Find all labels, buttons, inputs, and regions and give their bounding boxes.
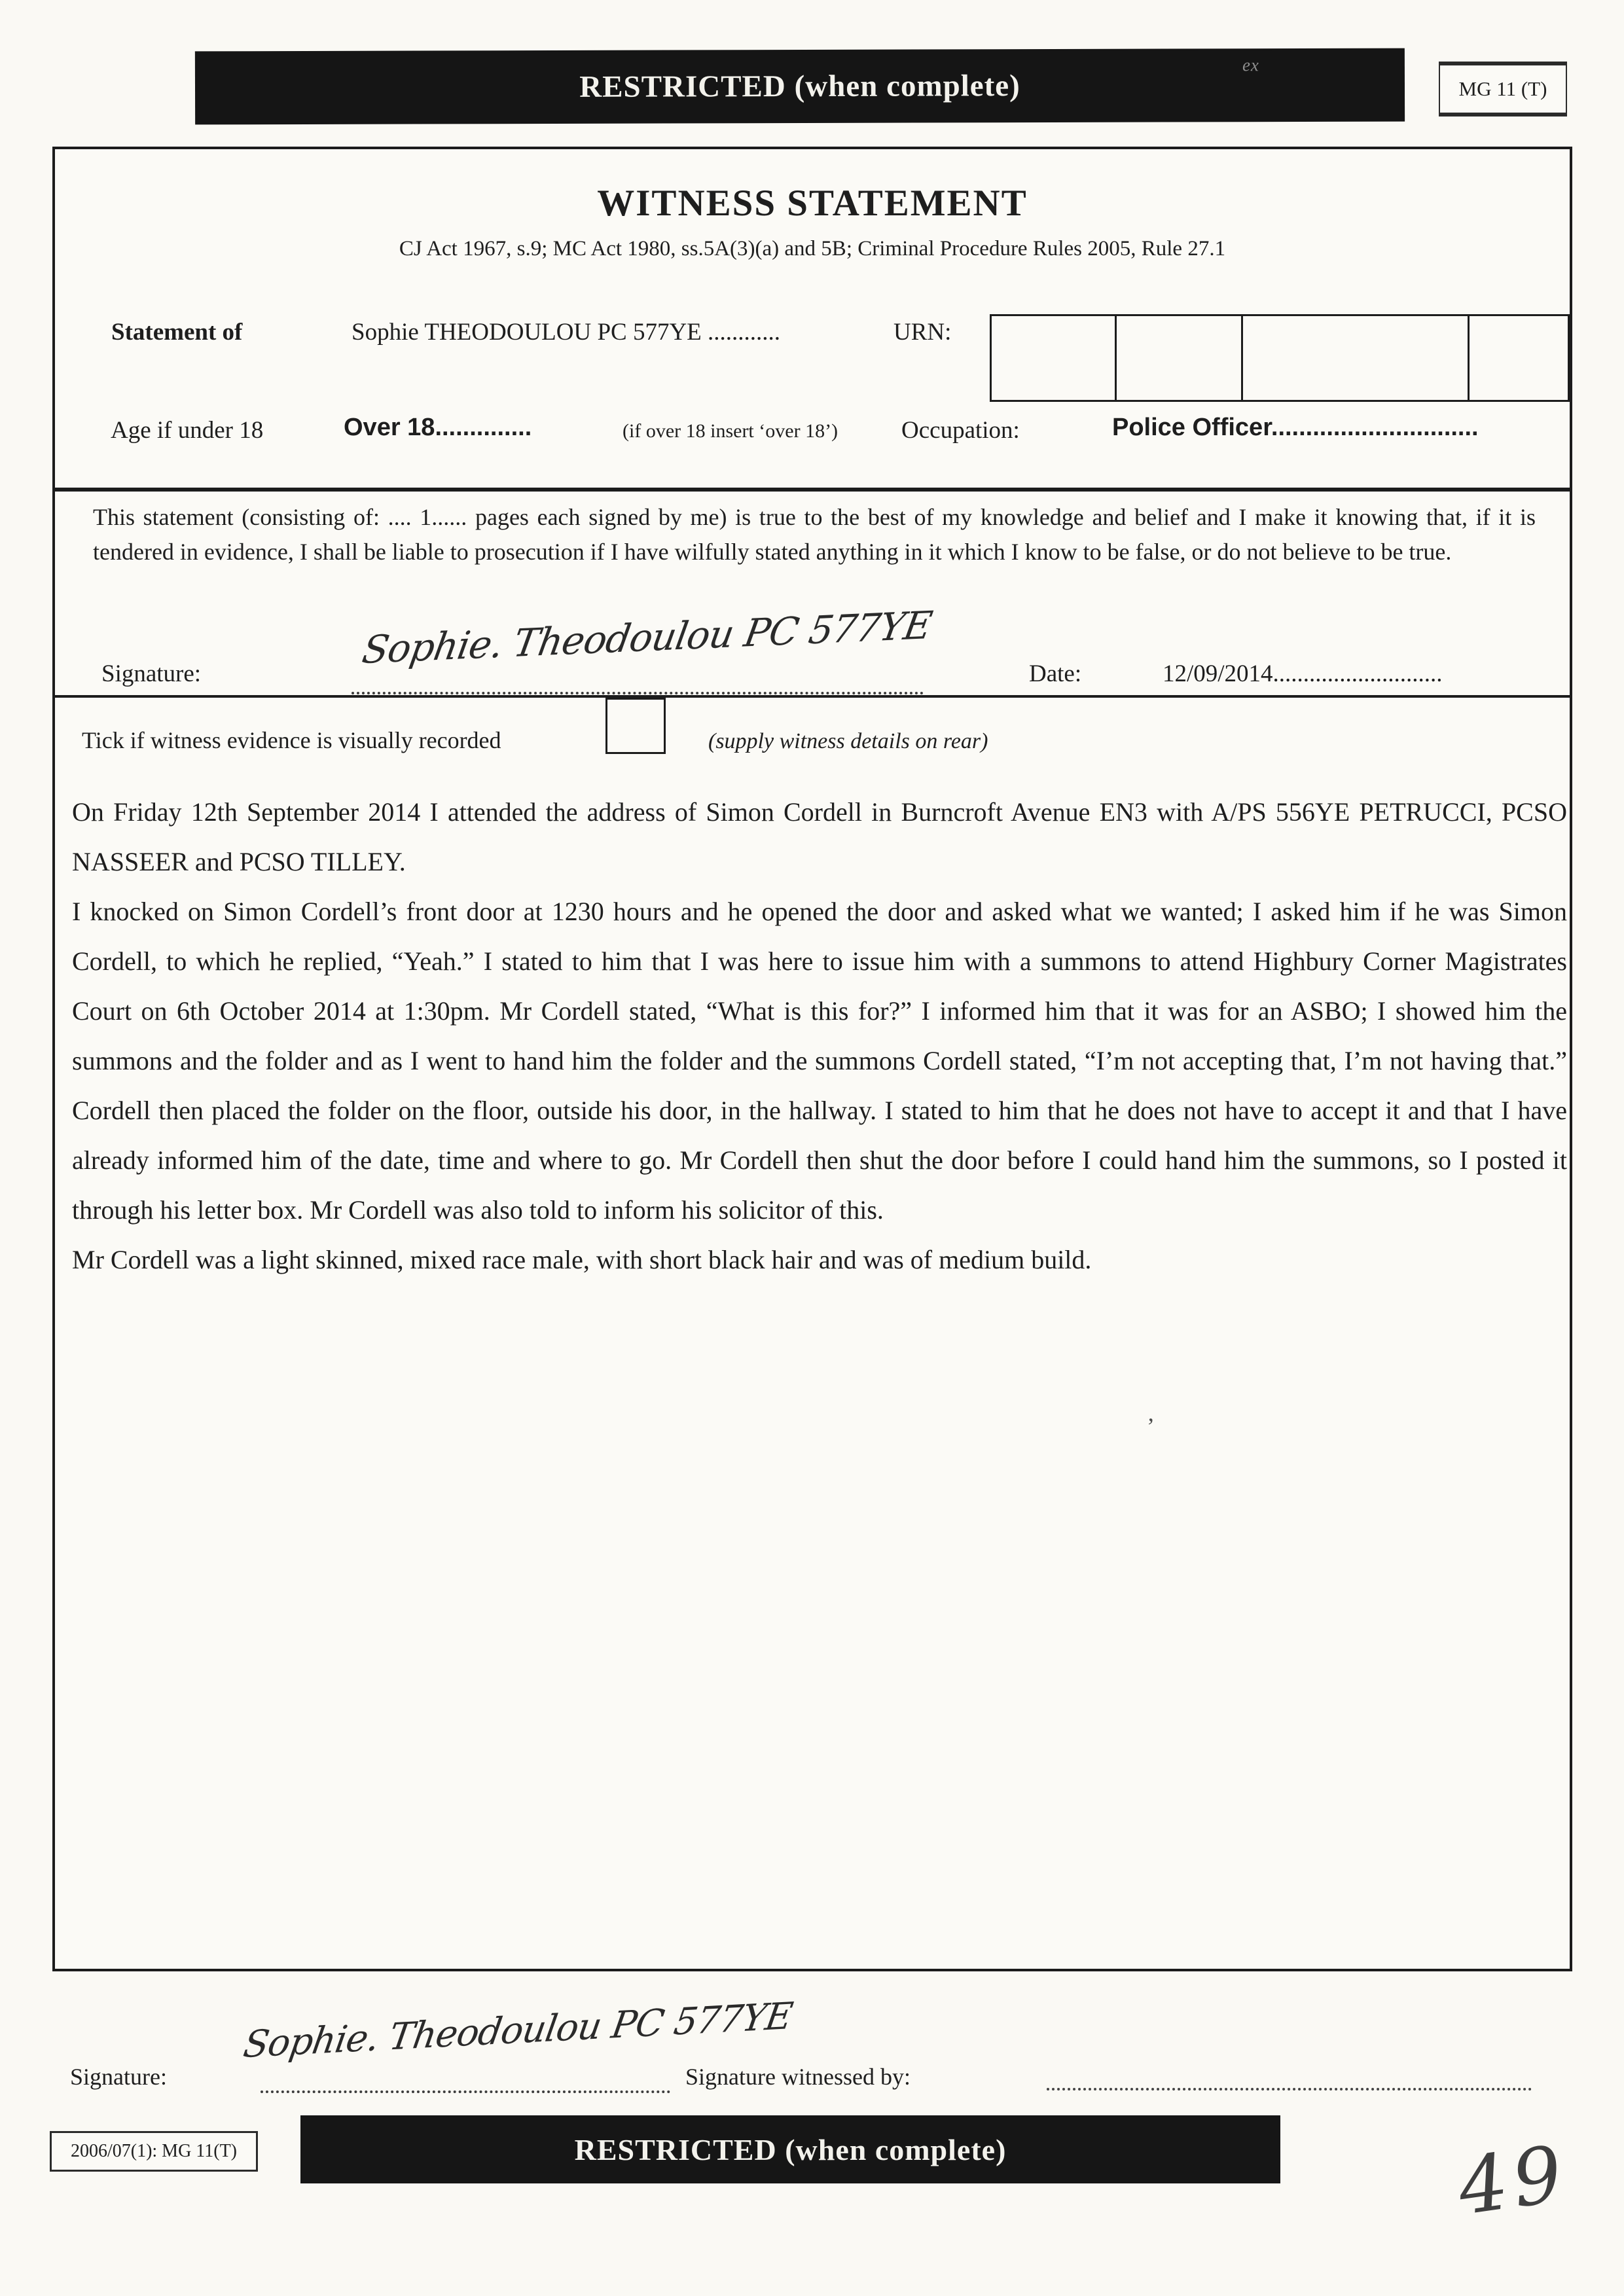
signature-handwriting: Sophie. Theodoulou PC 577YE xyxy=(359,602,935,673)
date-value: 12/09/2014............................ xyxy=(1163,660,1443,687)
form-main-box xyxy=(52,147,1572,1971)
visually-recorded-checkbox xyxy=(605,698,666,754)
date-label: Date: xyxy=(1029,660,1082,687)
occupation-label: Occupation: xyxy=(901,417,1020,444)
age-label: Age if under 18 xyxy=(111,417,264,444)
signature-witnessed-by-line xyxy=(1047,2088,1532,2090)
section-divider xyxy=(52,695,1572,698)
restricted-banner-top xyxy=(195,48,1405,125)
form-code-bottom-text: 2006/07(1): MG 11(T) xyxy=(70,2141,238,2161)
form-code-box-bottom xyxy=(50,2131,258,2172)
statement-of-value: Sophie THEODOULOU PC 577YE ............ xyxy=(352,319,781,346)
page-title: WITNESS STATEMENT xyxy=(597,183,1028,224)
signature-witnessed-by-label: Signature witnessed by: xyxy=(685,2064,911,2090)
restricted-banner-bottom xyxy=(300,2115,1280,2183)
statement-paragraph: I knocked on Simon Cordell’s front door at 1230 hours and he opened the door and asked what we wanted; I asked him if he was Simon Cordell, to which he replied, “Yeah.” I stated to him that I was here to issue him with a summons to attend Highbury Corner Magistrates Court on 6th October 2014 at 1:30pm. Mr Cordell stated, “What is this for?” I informed him that it was for an ASBO; I showed him the summons and the folder and as I went to hand him the folder and the summons Cordell stated, “I’m not accepting that, I’m not having that.” Cordell then placed the folder on the floor, outside his door, in the hallway. I stated to him that he does not have to accept it and that I have already informed him of the date, time and where to go. Mr Cordell then shut the door before I could hand him the summons, so I posted it through his letter box. Mr Cordell was also told to inform his solicitor of this. xyxy=(72,897,1567,1225)
urn-label: URN: xyxy=(893,319,952,346)
urn-cell-divider xyxy=(1468,316,1470,400)
age-hint: (if over 18 insert ‘over 18’) xyxy=(623,420,839,442)
tick-row-hint: (supply witness details on rear) xyxy=(708,729,988,753)
urn-cell-divider xyxy=(1115,316,1117,400)
footer-signature-line xyxy=(261,2090,670,2093)
urn-cell-divider xyxy=(1241,316,1243,400)
section-divider xyxy=(52,488,1572,492)
handwritten-page-number: 49 xyxy=(1453,2128,1573,2233)
scan-artifact-mark: ’ xyxy=(1147,1413,1155,1439)
footer-signature-handwriting: Sophie. Theodoulou PC 577YE xyxy=(240,1994,795,2067)
statement-body xyxy=(72,787,1567,1285)
form-code-top-text: MG 11 (T) xyxy=(1458,77,1547,100)
statement-paragraph: On Friday 12th September 2014 I attended the address of Simon Cordell in Burncroft Avenue EN3 with A/PS 556YE PETRUCCI, PCSO NASSEER and PCSO TILLEY. xyxy=(72,797,1567,876)
form-code-box-top xyxy=(1439,62,1567,117)
declaration-text: This statement (consisting of: .... 1...... pages each signed by me) is true to the best of my knowledge and belief and I make it knowing that, if it is tendered in evidence, I shall be liable to prosecution if I have wilfully stated anything in it which I know to be false, or do not believe to be true. xyxy=(93,504,1536,565)
tick-row-label: Tick if witness evidence is visually recorded xyxy=(82,727,501,753)
statement-paragraph: Mr Cordell was a light skinned, mixed race male, with short black hair and was of medium build. xyxy=(72,1245,1092,1274)
signature-line xyxy=(352,692,924,694)
scan-artifact-mark: ex xyxy=(1242,55,1259,75)
footer-signature-label: Signature: xyxy=(70,2064,167,2090)
statement-of-label: Statement of xyxy=(111,319,243,346)
urn-field-box xyxy=(990,314,1570,402)
restricted-banner-top-text: RESTRICTED (when complete) xyxy=(579,69,1020,104)
occupation-value: Police Officer.............................. xyxy=(1112,414,1479,441)
signature-label: Signature: xyxy=(101,660,202,687)
age-value: Over 18.............. xyxy=(344,414,532,441)
restricted-banner-bottom-text: RESTRICTED (when complete) xyxy=(574,2132,1007,2166)
page-subtitle: CJ Act 1967, s.9; MC Act 1980, ss.5A(3)(a) and 5B; Criminal Procedure Rules 2005, Rule 27.1 xyxy=(399,237,1226,260)
